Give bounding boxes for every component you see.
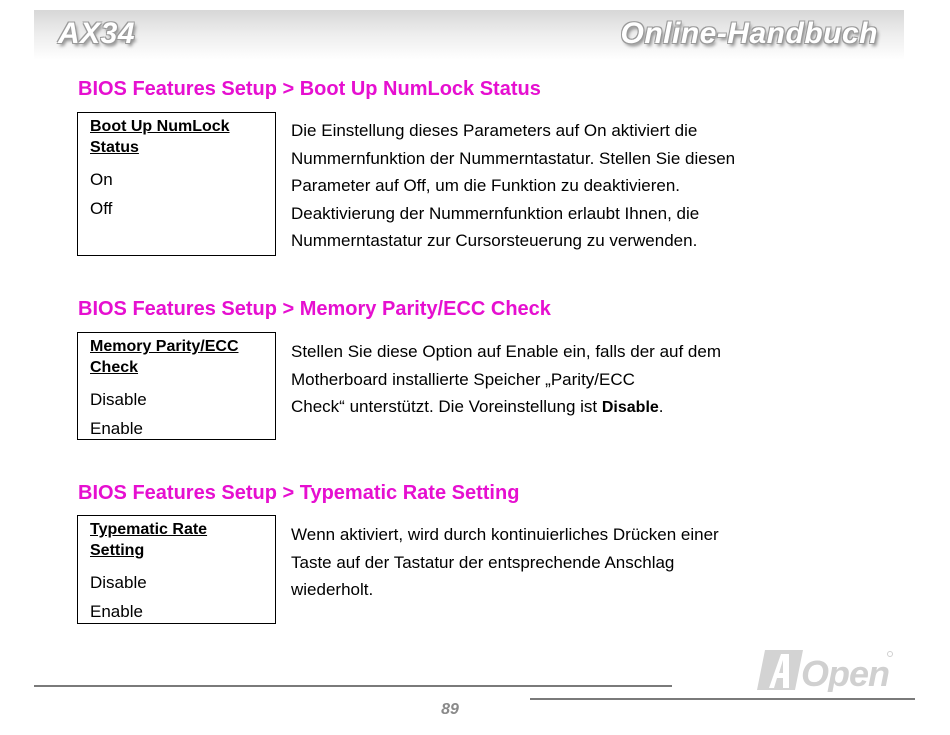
option-value-enable: Enable [90,419,143,438]
description-typematic: Wenn aktiviert, wird durch kontinuierliches Drücken einer Taste auf der Tastatur der entsprechende Anschlag wiederholt. [291,525,719,599]
page-number: 89 [441,701,459,718]
section-title-typematic: BIOS Features Setup > Typematic Rate Setting [78,482,520,504]
option-value-on: On [90,170,113,189]
option-name-typematic: Typematic Rate Setting [90,521,208,559]
footer-divider-left [34,685,672,687]
default-value: Disable [601,399,659,416]
option-name-parity: Memory Parity/ECC Check [90,338,239,376]
option-value-disable: Disable [90,573,147,592]
section-title-parity: BIOS Features Setup > Memory Parity/ECC Check [78,298,551,320]
option-value-enable: Enable [90,602,143,621]
option-value-disable: Disable [90,390,147,409]
option-box-parity [77,332,276,440]
footer-divider-right [530,698,915,700]
header-manual-title: Online-Handbuch [620,17,878,50]
option-box-typematic [77,515,276,624]
aopen-logo-graphic [755,648,895,692]
description-parity: Stellen Sie diese Option auf Enable ein, falls der auf dem Motherboard installierte Speicher „Parity/ECC Check“ unterstützt. Die Voreinstellung ist Disable. [291,342,721,416]
svg-text:Open: Open [801,653,890,692]
option-value-off: Off [90,199,113,218]
option-name-numlock: Boot Up NumLock Status [90,118,230,156]
option-box-numlock [77,112,276,256]
header-model: AX34 [58,17,136,50]
aopen-logo [755,648,895,692]
description-numlock: Die Einstellung dieses Parameters auf On aktiviert die Nummernfunktion der Nummerntastatur. Stellen Sie diesen Parameter auf Off, um die Funktion zu deaktivieren. Deaktivierung der Nummernfunktion erlaubt Ihnen, die Nummerntastatur zur Cursorsteuerung zu verwenden. [291,121,736,250]
section-title-numlock: BIOS Features Setup > Boot Up NumLock Status [78,78,541,100]
